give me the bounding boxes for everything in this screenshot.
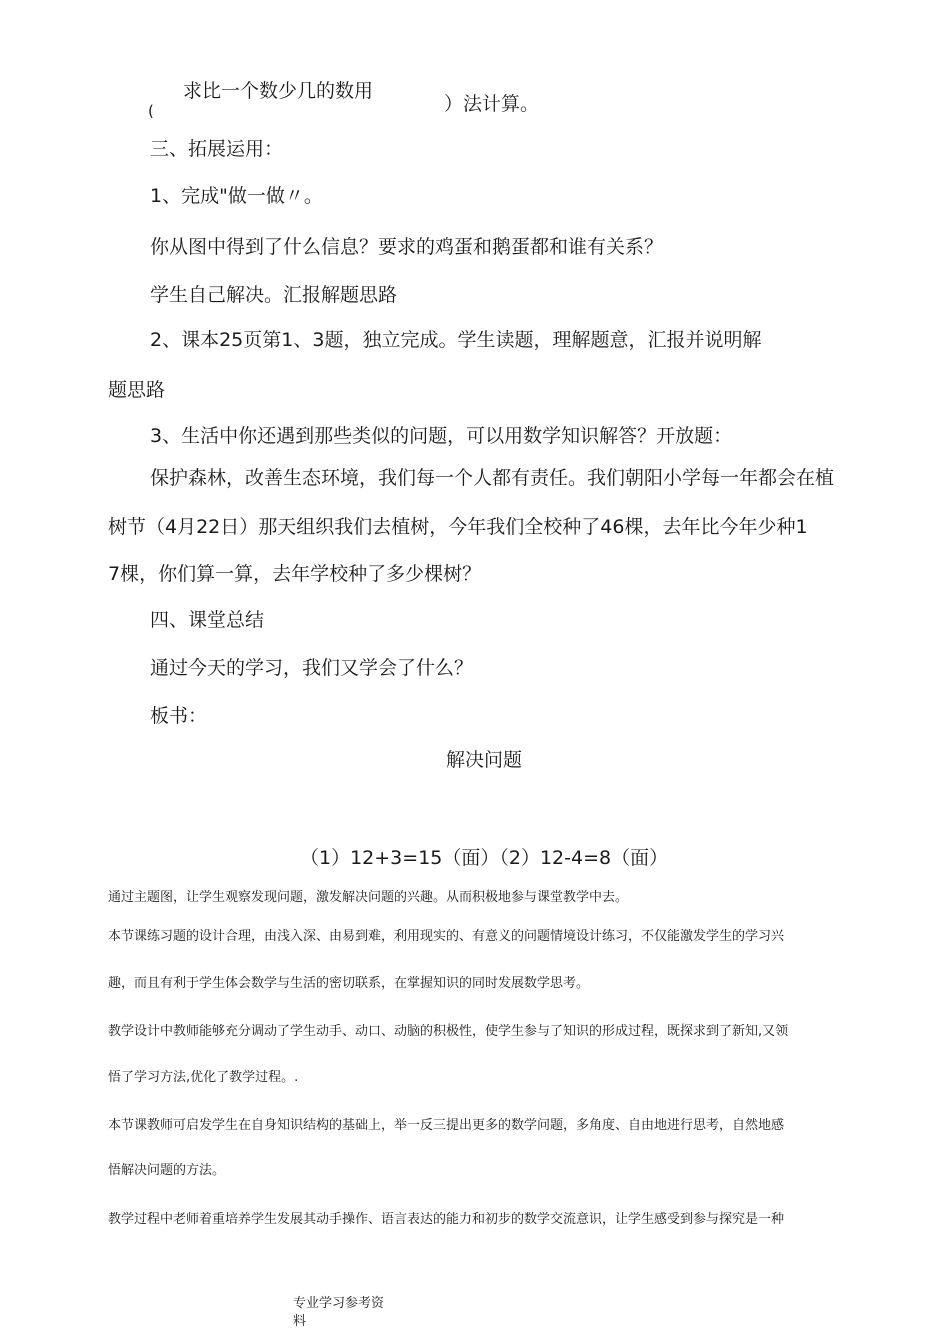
reflection-line-1: 通过主题图，让学生观察发现问题，激发解决问题的兴趣。从而积极地参与课堂教学中去。 bbox=[108, 890, 629, 905]
board-formula: （1）12+3=15（面）（2）12-4=8（面） bbox=[300, 847, 669, 869]
item-2: 2、课本25页第1、3题，独立完成。学生读题，理解题意，汇报并说明解 bbox=[150, 329, 762, 351]
summary-question: 通过今天的学习，我们又学会了什么？ bbox=[150, 657, 474, 679]
section-heading-3: 三、拓展运用： bbox=[150, 138, 284, 160]
item-3: 3、生活中你还遇到那些类似的问题，可以用数学知识解答？开放题： bbox=[150, 425, 733, 447]
reflection-line-3a: 教学设计中教师能够充分调动了学生动手、动口、动脑的积极性，使学生参与了知识的形成过程，既探求到了新知,又领 bbox=[108, 1024, 789, 1039]
reflection-line-4a: 本节课教师可启发学生在自身知识结构的基础上，举一反三提出更多的数学问题，多角度、自由地进行思考，自然地感 bbox=[108, 1118, 785, 1133]
item-2-continuation: 题思路 bbox=[108, 379, 166, 401]
section-heading-4: 四、课堂总结 bbox=[150, 609, 265, 631]
paragraph-line-2: 树节（4月22日）那天组织我们去植树，今年我们全校种了46棵，去年比今年少种1 bbox=[108, 516, 808, 538]
footer-note bbox=[293, 1295, 384, 1330]
board-title: 解决问题 bbox=[446, 749, 523, 771]
board-label: 板书： bbox=[150, 705, 208, 727]
reflection-line-3b: 悟了学习方法,优化了教学过程。. bbox=[108, 1070, 299, 1085]
reflection-line-4b: 悟解决问题的方法。 bbox=[108, 1163, 226, 1178]
reflection-line-5: 教学过程中老师着重培养学生发展其动手操作、语言表达的能力和初步的数学交流意识，让学生感受到参与探究是一种 bbox=[108, 1212, 785, 1227]
open-parenthesis: ( bbox=[148, 102, 154, 120]
question-line-end: ）法计算。 bbox=[444, 93, 540, 115]
reflection-line-2a: 本节课练习题的设计合理，由浅入深、由易到难，利用现实的、有意义的问题情境设计练习，不仅能激发学生的学习兴 bbox=[108, 929, 785, 944]
question-line-text: 求比一个数少几的数用 bbox=[183, 80, 374, 102]
question-info: 你从图中得到了什么信息？要求的鸡蛋和鹅蛋都和谁有关系？ bbox=[150, 236, 664, 258]
paragraph-line-1: 保护森林，改善生态环境，我们每一个人都有责任。我们朝阳小学每一年都会在植 bbox=[150, 467, 835, 489]
footer-line-1: 专业学习参考资 bbox=[293, 1296, 385, 1311]
reflection-line-2b: 趣，而且有利于学生体会数学与生活的密切联系，在掌握知识的同时发展数学思考。 bbox=[108, 976, 590, 991]
footer-line-2: 料 bbox=[293, 1313, 307, 1329]
student-solve-line: 学生自己解决。汇报解题思路 bbox=[150, 284, 398, 306]
paragraph-line-3: 7棵，你们算一算，去年学校种了多少棵树？ bbox=[108, 563, 482, 585]
item-1: 1、完成"做一做〃。 bbox=[150, 185, 323, 207]
